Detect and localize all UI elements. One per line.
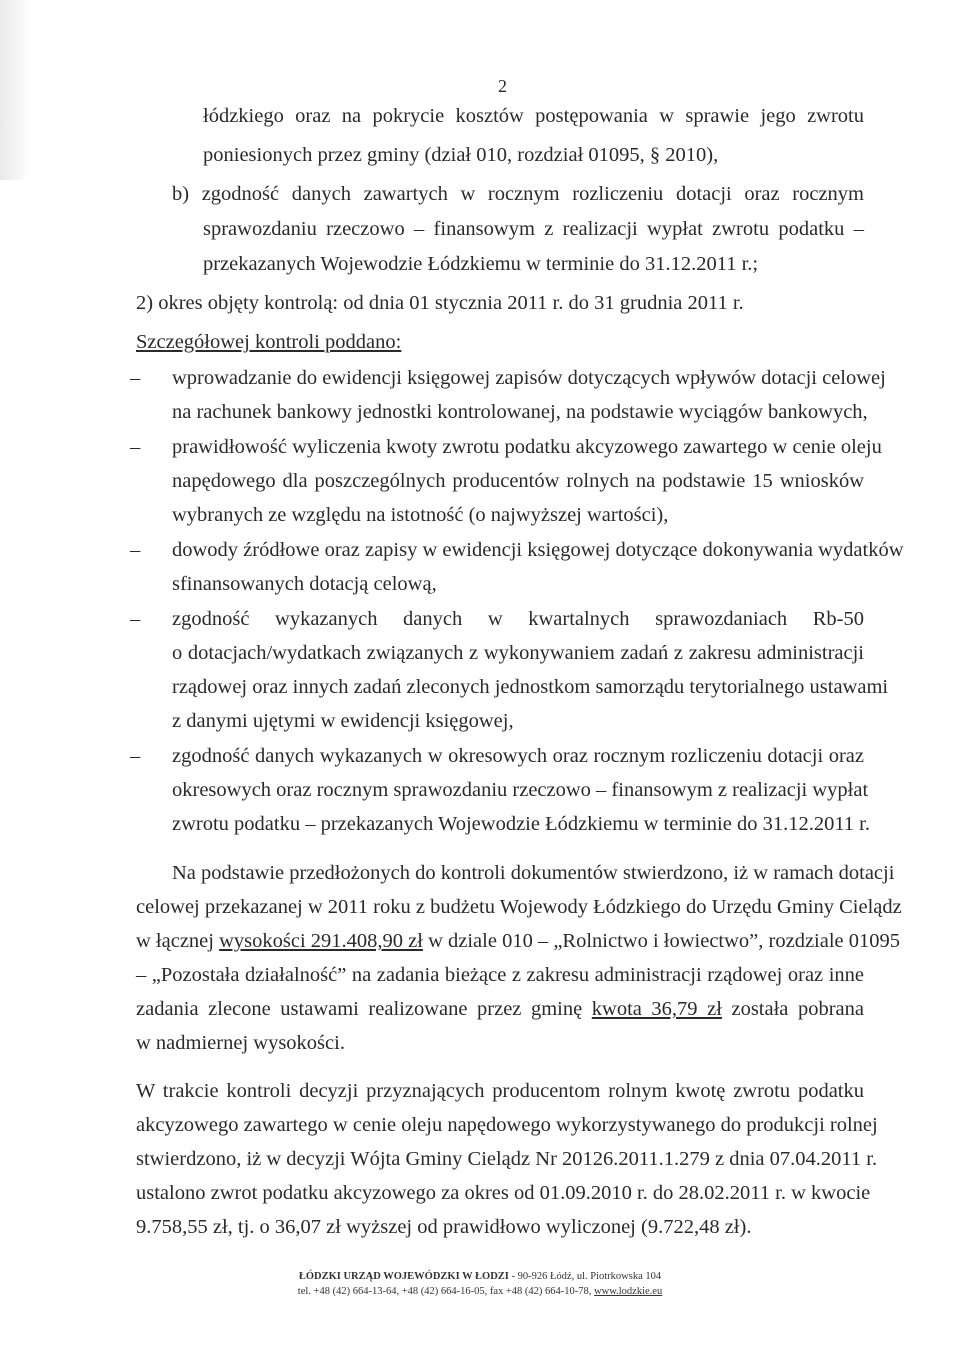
footer-address: - 90-926 Łódź, ul. Piotrkowska 104 [508,1271,662,1282]
text-line: przekazanych Wojewodzie Łódzkiemu w terminie do 31.12.2011 r.; [203,253,759,275]
text-line: 2) okres objęty kontrolą: od dnia 01 stycznia 2011 r. do 31 grudnia 2011 r. [136,292,744,314]
text-line: b) zgodność danych zawartych w rocznym rozliczeniu dotacji oraz rocznym [172,183,864,205]
text-line: napędowego dla poszczególnych producentów rolnych na podstawie 15 wniosków [172,470,864,492]
text-line: 9.758,55 zł, tj. o 36,07 zł wyższej od prawidłowo wyliczonej (9.722,48 zł). [136,1216,752,1238]
text-line: ustalono zwrot podatku akcyzowego za okres od 01.09.2010 r. do 28.02.2011 r. w kwocie [136,1182,871,1204]
text-line: prawidłowość wyliczenia kwoty zwrotu podatku akcyzowego zawartego w cenie oleju [172,436,882,458]
text-line: dowody źródłowe oraz zapisy w ewidencji księgowej dotyczące dokonywania wydatków [172,539,904,561]
text-line: sprawozdaniu rzeczowo – finansowym z realizacji wypłat zwrotu podatku – [203,218,864,240]
bullet-dash: – [130,539,141,561]
text-line: na rachunek bankowy jednostki kontrolowanej, na podstawie wyciągów bankowych, [172,401,868,423]
text-line [136,928,901,954]
bullet-dash: – [130,436,141,458]
text-line: sfinansowanych dotacją celową, [172,573,437,595]
text-line: wybranych ze względu na istotność (o najwyższej wartości), [172,504,669,526]
bullet-dash: – [130,608,141,630]
section-heading: Szczegółowej kontroli poddano: [136,331,402,353]
text-line: o dotacjach/wydatkach związanych z wykonywaniem zadań z zakresu administracji [172,642,864,664]
text-fragment: zadania zlecone ustawami realizowane przez gminę [136,998,592,1020]
underlined-amount: kwota 36,79 zł [591,998,722,1020]
text-line: – „Pozostała działalność” na zadania bieżące z zakresu administracji rządowej oraz inne [136,964,864,986]
text-line: zwrotu podatku – przekazanych Wojewodzie Łódzkiemu w terminie do 31.12.2011 r. [172,813,871,835]
footer-contact [0,1285,960,1299]
footer-org-name: ŁÓDZKI URZĄD WOJEWÓDZKI W ŁODZI [298,1271,509,1282]
text-line: zgodność wykazanych danych w kwartalnych sprawozdaniach Rb-50 [172,608,864,630]
text-fragment: w dziale 010 – „Rolnictwo i łowiectwo”, rozdziale 01095 [422,930,901,952]
footer-organization [0,1270,960,1284]
text-fragment: w łącznej [136,930,220,952]
text-line: z danymi ujętymi w ewidencji księgowej, [172,710,514,732]
text-line: rządowej oraz innych zadań zleconych jednostkom samorządu terytorialnego ustawami [172,676,889,698]
page-number: 2 [498,76,507,96]
text-line: w nadmiernej wysokości. [136,1032,345,1054]
text-line: stwierdzono, iż w decyzji Wójta Gminy Cielądz Nr 20126.2011.1.279 z dnia 07.04.2011 r. [136,1148,878,1170]
text-line: Na podstawie przedłożonych do kontroli dokumentów stwierdzono, iż w ramach dotacji [172,862,895,884]
underlined-amount: wysokości 291.408,90 zł [219,930,423,952]
text-line: akcyzowego zawartego w cenie oleju napędowego wykorzystywanego do produkcji rolnej [136,1114,878,1136]
bullet-dash: – [130,367,141,389]
text-line: poniesionych przez gminy (dział 010, rozdział 01095, § 2010), [203,144,719,166]
text-line [136,996,864,1022]
text-fragment: została pobrana [721,998,864,1020]
text-line: celowej przekazanej w 2011 roku z budżetu Wojewody Łódzkiego do Urzędu Gminy Cielądz [136,896,902,918]
text-line: okresowych oraz rocznym sprawozdaniu rzeczowo – finansowym z realizacji wypłat [172,779,869,801]
footer-phone-fax: tel. +48 (42) 664-13-64, +48 (42) 664-16-05, fax +48 (42) 664-10-78, [297,1286,595,1297]
text-line: zgodność danych wykazanych w okresowych oraz rocznym rozliczeniu dotacji oraz [172,745,864,767]
scan-edge-shadow [0,0,30,180]
text-line: wprowadzanie do ewidencji księgowej zapisów dotyczących wpływów dotacji celowej [172,367,886,389]
text-line: W trakcie kontroli decyzji przyznających producentom rolnym kwotę zwrotu podatku [136,1080,864,1102]
footer-website-link[interactable]: www.lodzkie.eu [594,1286,663,1297]
bullet-dash: – [130,745,141,767]
text-line: łódzkiego oraz na pokrycie kosztów postępowania w sprawie jego zwrotu [203,105,864,127]
